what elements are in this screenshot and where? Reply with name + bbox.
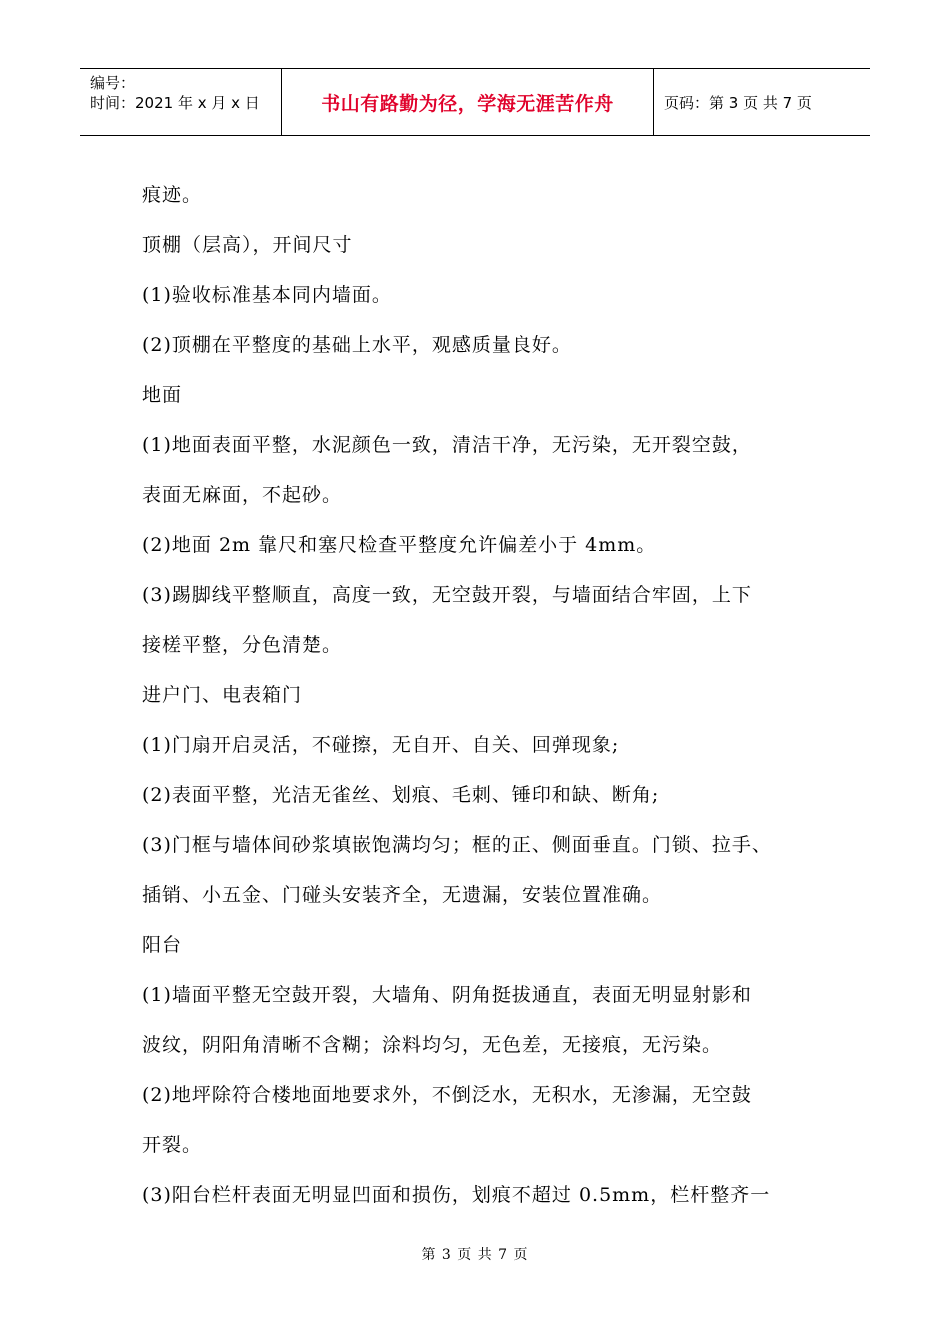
section-heading-ceiling: 顶棚（层高），开间尺寸 [142, 234, 353, 256]
header-meta [80, 69, 282, 135]
time-label: 时间：2021 年 x 月 x 日 [90, 94, 260, 112]
section-heading-balcony: 阳台 [142, 934, 183, 956]
text-line: (2)地面 2m 靠尺和塞尺检查平整度允许偏差小于 4mm。 [142, 534, 657, 556]
header-motto: 书山有路勤为径，学海无涯苦作舟 [282, 69, 654, 135]
text-line: (3)门框与墙体间砂浆填嵌饱满均匀；框的正、侧面垂直。门锁、拉手、 [142, 834, 772, 856]
section-heading-doors: 进户门、电表箱门 [142, 684, 303, 706]
text-line: 痕迹。 [142, 184, 203, 206]
header-page-code: 页码：第 3 页 共 7 页 [664, 93, 812, 112]
text-line: (3)阳台栏杆表面无明显凹面和损伤，划痕不超过 0.5mm，栏杆整齐一 [142, 1184, 771, 1206]
text-line: (2)顶棚在平整度的基础上水平，观感质量良好。 [142, 334, 572, 356]
number-label: 编号： [90, 74, 136, 92]
text-line: (1)墙面平整无空鼓开裂，大墙角、阴角挺拔通直，表面无明显射影和 [142, 984, 752, 1006]
section-heading-floor: 地面 [142, 384, 183, 406]
text-line: 表面无麻面，不起砂。 [142, 484, 343, 506]
text-line: 波纹，阴阳角清晰不含糊；涂料均匀，无色差，无接痕，无污染。 [142, 1034, 723, 1056]
text-line: (2)地坪除符合楼地面地要求外，不倒泛水，无积水，无渗漏，无空鼓 [142, 1084, 752, 1106]
text-line: (2)表面平整，光洁无雀丝、划痕、毛刺、锤印和缺、断角; [142, 784, 660, 806]
text-line: (3)踢脚线平整顺直，高度一致，无空鼓开裂，与墙面结合牢固，上下 [142, 584, 752, 606]
text-line: (1)门扇开启灵活，不碰擦，无自开、自关、回弹现象; [142, 734, 620, 756]
text-line: 开裂。 [142, 1134, 203, 1156]
text-line: (1)地面表面平整，水泥颜色一致，清洁干净，无污染，无开裂空鼓， [142, 434, 752, 456]
text-line: 插销、小五金、门碰头安装齐全，无遗漏，安装位置准确。 [142, 884, 663, 906]
text-line: 接槎平整，分色清楚。 [142, 634, 343, 656]
text-line: (1)验收标准基本同内墙面。 [142, 284, 392, 306]
document-body [142, 170, 842, 1220]
page-header [80, 68, 870, 136]
page-footer: 第 3 页 共 7 页 [421, 1247, 529, 1263]
